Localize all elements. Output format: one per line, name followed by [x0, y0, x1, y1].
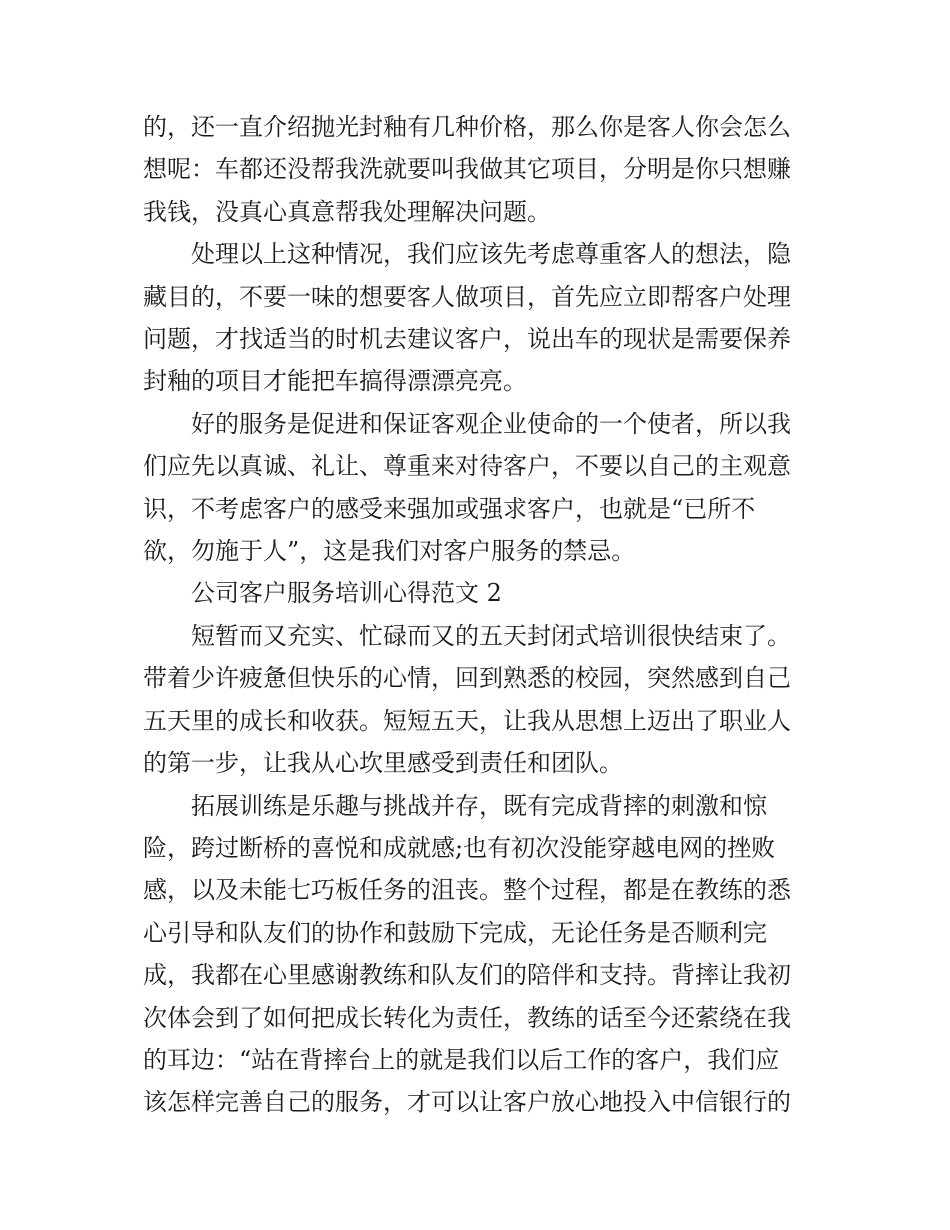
heading-line: 公司客户服务培训心得范文 2 — [191, 579, 502, 608]
text-line: 感，以及未能七巧板任务的沮丧。整个过程，都是在教练的悉 — [143, 876, 791, 905]
text-line: 欲，勿施于人”，这是我们对客户服务的禁忌。 — [143, 537, 636, 566]
paragraph — [143, 785, 813, 1124]
text-line: 的耳边：“站在背摔台上的就是我们以后工作的客户，我们应 — [143, 1045, 780, 1074]
text-line: 想呢：车都还没帮我洗就要叫我做其它项目，分明是你只想赚 — [143, 155, 791, 184]
section-heading — [143, 572, 813, 614]
text-line: 险，跨过断桥的喜悦和成就感;也有初次没能穿越电网的挫败 — [143, 833, 776, 862]
text-line: 藏目的，不要一味的想要客人做项目，首先应立即帮客户处理 — [143, 282, 791, 311]
text-line: 该怎样完善自己的服务，才可以让客户放心地投入中信银行的 — [143, 1088, 791, 1117]
text-line: 拓展训练是乐趣与挑战并存，既有完成背摔的刺激和惊 — [191, 791, 767, 820]
text-line: 五天里的成长和收获。短短五天，让我从思想上迈出了职业人 — [143, 706, 791, 735]
text-line: 识，不考虑客户的感受来强加或强求客户，也就是“已所不 — [143, 494, 756, 523]
paragraph — [143, 233, 813, 403]
text-line: 的，还一直介绍抛光封釉有几种价格，那么你是客人你会怎么 — [143, 113, 791, 141]
text-line: 封釉的项目才能把车搞得漂漂亮亮。 — [143, 367, 527, 396]
text-line: 问题，才找适当的时机去建议客户，说出车的现状是需要保养 — [143, 325, 791, 354]
document-body — [143, 106, 813, 1124]
text-line: 的第一步，让我从心坎里感受到责任和团队。 — [143, 749, 623, 778]
text-line: 成，我都在心里感谢教练和队友们的陪伴和支持。背摔让我初 — [143, 961, 791, 990]
text-line: 短暂而又充实、忙碌而又的五天封闭式培训很快结束了。 — [191, 621, 791, 650]
text-line: 们应先以真诚、礼让、尊重来对待客户，不要以自己的主观意 — [143, 452, 791, 481]
text-line: 好的服务是促进和保证客观企业使命的一个使者，所以我 — [191, 409, 791, 438]
paragraph — [143, 615, 813, 785]
text-line: 带着少许疲惫但快乐的心情，回到熟悉的校园，突然感到自己 — [143, 664, 791, 693]
text-line: 我钱，没真心真意帮我处理解决问题。 — [143, 197, 551, 226]
text-line: 次体会到了如何把成长转化为责任，教练的话至今还萦绕在我 — [143, 1003, 791, 1032]
text-line: 处理以上这种情况，我们应该先考虑尊重客人的想法，隐 — [191, 240, 791, 269]
paragraph — [143, 403, 813, 573]
text-line: 心引导和队友们的协作和鼓励下完成，无论任务是否顺利完 — [143, 918, 767, 947]
paragraph-continuation — [143, 106, 813, 233]
